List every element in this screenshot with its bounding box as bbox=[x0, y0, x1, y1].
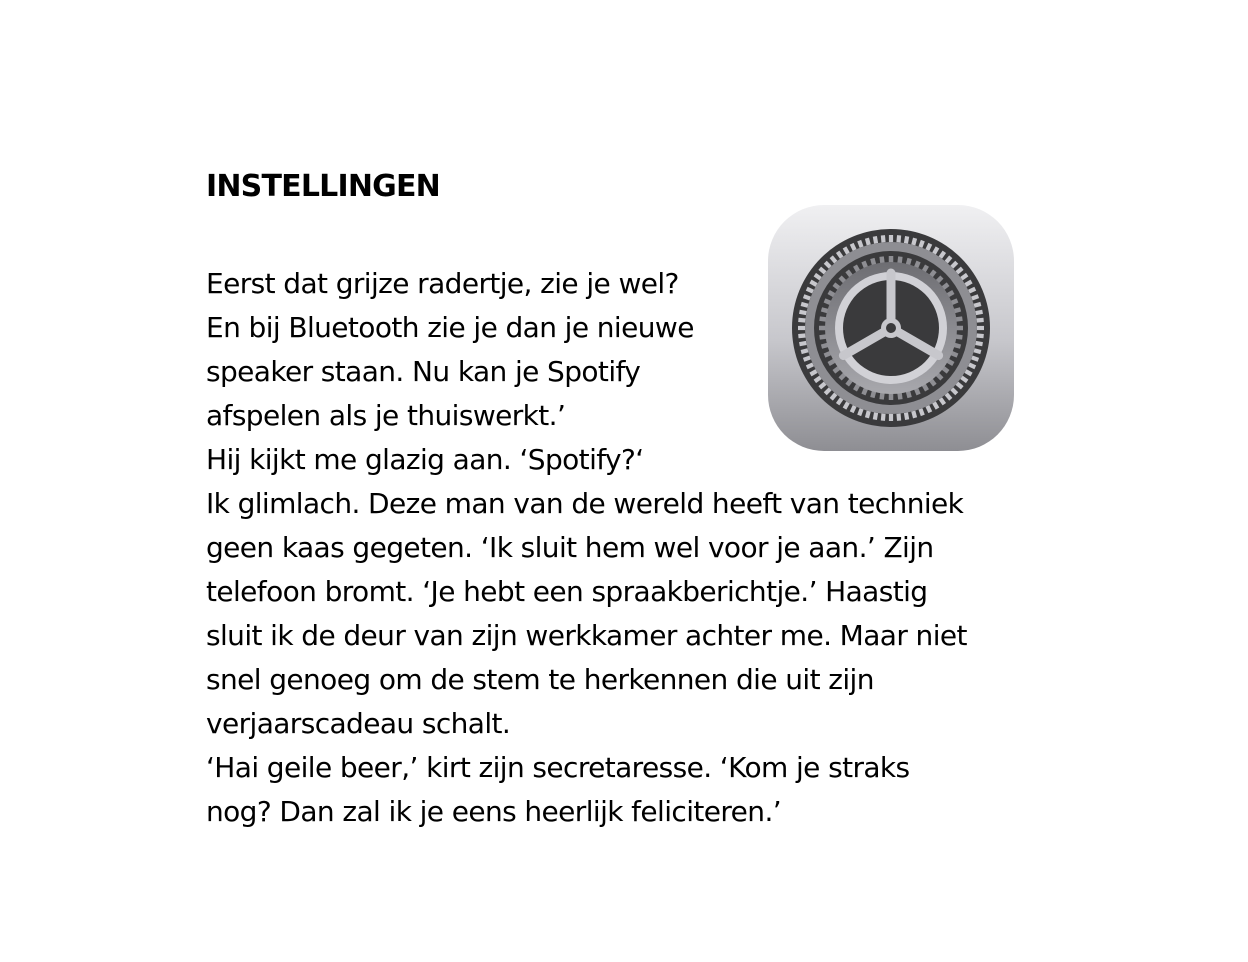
text-line-10: snel genoeg om de stem te herkennen die uit zijn bbox=[206, 663, 874, 696]
text-line-13: nog? Dan zal ik je eens heerlijk feliciteren.’ bbox=[206, 795, 782, 828]
text-line-3: speaker staan. Nu kan je Spotify bbox=[206, 355, 641, 388]
text-line-1: Eerst dat grijze radertje, zie je wel? bbox=[206, 267, 679, 300]
text-line-6: Ik glimlach. Deze man van de wereld heeft van techniek bbox=[206, 487, 964, 520]
text-line-2: En bij Bluetooth zie je dan je nieuwe bbox=[206, 311, 694, 344]
page-title: INSTELLINGEN bbox=[206, 169, 440, 204]
text-line-11: verjaarscadeau schalt. bbox=[206, 707, 511, 740]
text-line-7: geen kaas gegeten. ‘Ik sluit hem wel voor je aan.’ Zijn bbox=[206, 531, 934, 564]
text-line-12: ‘Hai geile beer,’ kirt zijn secretaresse. ‘Kom je straks bbox=[206, 751, 910, 784]
text-line-4: afspelen als je thuiswerkt.’ bbox=[206, 399, 566, 432]
text-line-9: sluit ik de deur van zijn werkkamer achter me. Maar niet bbox=[206, 619, 967, 652]
text-line-8: telefoon bromt. ‘Je hebt een spraakberichtje.’ Haastig bbox=[206, 575, 928, 608]
text-line-5: Hij kijkt me glazig aan. ‘Spotify?‘ bbox=[206, 443, 644, 476]
settings-gear-icon bbox=[766, 203, 1016, 453]
